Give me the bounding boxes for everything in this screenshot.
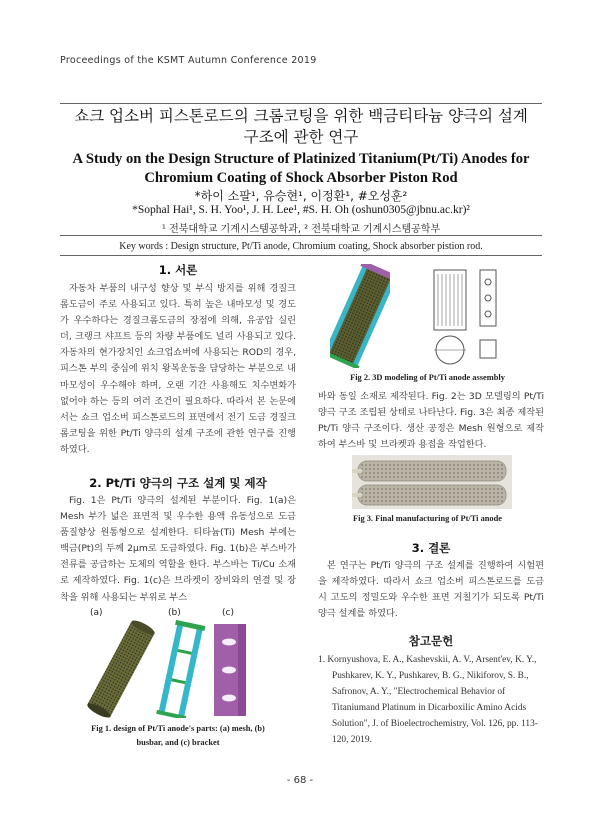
figure-1 [60,608,296,720]
busbar-drawing [156,620,206,718]
keywords-rule [60,255,542,256]
section-1-body: 자동차 부품의 내구성 향상 및 부식 방지를 위해 경질크롬도금이 주로 사용되고 있다. 특히 높은 내마모성 및 경도가 우수하다는 경질크롬도금의 장점에 의해, 유공압 실린더, 크랭크 샤프트 등의 차량 부품에도 널리 사용되고 있다. 자동차의 현가장치인 쇼크업쇼버에 사용되는 ROD의 경우, 피스톤 부의 중심에 위치 왕복운동을 담당하는 부분으로 내마모성이 우수해야 하며, 오랜 기간 사용해도 치수변화가 없어야 하는 등의 여러 조건이 필요하다. 따라서 본 논문에서는 쇼크 업소버 피스톤로드의 표면에서 전기 도금 경질크롬코팅을 위한 Pt/Ti 양극의 설계 구조에 관한 연구를 진행하였다. [60,283,296,455]
assembly-3d-drawing [330,264,390,368]
figure-3-photo [352,455,512,509]
proceedings-header: Proceedings of the KSMT Autumn Conference 2019 [60,55,317,66]
korean-authors: *하이 소팔¹, 유승현¹, 이정환¹, #오성훈² [194,189,408,203]
section-3-body: 본 연구는 Pt/Ti 양극의 구조 설계를 진행하여 시험편을 제작하였다. 따라서 쇼크 업소버 피스톤로드를 도금 시 고도의 정밀도와 우수한 표면 거칠기가 되도록 Pt/Ti 양극 설계를 하였다. [318,560,544,620]
section-3-title: 3. 결론 [411,541,451,555]
mesh-cylinder-drawing [86,620,156,718]
title-top-rule [60,103,542,104]
fig1-label-a: (a) [90,608,103,618]
section-2-title: 2. Pt/Ti 양극의 구조 설계 및 제작 [89,476,267,490]
section-2-body: Fig. 1은 Pt/Ti 양극의 설계된 부분이다. Fig. 1(a)은 Mesh 부가 넓은 표면적 및 우수한 용액 유동성으로 도금 품질향상 원통형으로 설계한다. 티타늄(Ti) Mesh 부에는 백금(Pt)의 두께 2μm로 도금하였다. Fig. 1(b)은 부스바가 전류를 공급하는 도체의 역할을 한다. 부스바는 Ti/Cu 소재로 제작하였다. Fig. 1(c)은 브라켓이 장비와의 연결 및 장착을 위해 사용되는 부위로 부스 [60,495,296,603]
fig1-label-c: (c) [222,608,234,618]
assembly-technical-drawing [430,264,530,368]
korean-title-line1: 쇼크 업소버 피스톤로드의 크롬코팅을 위한 백금티타늄 양극의 설계 [74,107,528,125]
english-title-line2: Chromium Coating of Shock Absorber Piston Rod [144,170,458,186]
affiliation: ¹ 전북대학교 기계시스템공학과, ² 전북대학교 기계시스템공학부 [161,224,441,235]
english-title-line1: A Study on the Design Structure of Platinized Titanium(Pt/Ti) Anodes for [72,151,530,167]
section-2-body-continued: 바와 동일 소재로 제작된다. Fig. 2는 3D 모델링의 Pt/Ti 양극 구조 조립된 상태로 나타난다. Fig. 3은 최종 제작된 Pt/Ti 양극 구조이다. 생산 공정은 Mesh 원형으로 제작하여 부스바 및 브라켓과 용접을 작업한다. [318,391,544,451]
korean-title-line2: 구조에 관한 연구 [243,128,359,146]
bracket-drawing [210,622,250,718]
page-number: - 68 - [286,775,314,786]
reference-1: 1. Kornyushova, E. A., Kashevskii, A. V., Arsent'ev, K. Y., Pushkarev, K. Y., Pushkarev, B. G., Nikiforov, S. B., Safronov, A. Y., "Electrochemical Behavior of Titaniumand Platinum in Dicarboxilic Amino Acids Solution", J. of Bioelectrochemistry, Vol. 126, pp. 113-120, 2019. [318,655,538,746]
references-title: 참고문헌 [408,634,454,648]
section-1-title: 1. 서론 [158,263,198,277]
english-authors: *Sophal Hai¹, S. H. Yoo¹, J. H. Lee¹, #S. H. Oh (oshun0305@jbnu.ac.kr)² [132,204,470,216]
figure-2 [320,262,535,368]
affiliation-rule [60,235,542,236]
figure-1-caption-line2: busbar, and (c) bracket [136,738,220,747]
keywords: Key words : Design structure, Pt/Ti anode, Chromium coating, Shock absorber pistion rod. [119,241,483,252]
fig1-label-b: (b) [168,608,181,618]
figure-1-caption-line1: Fig 1. design of Pt/Ti anode's parts: (a) mesh, (b) [91,724,265,733]
manufactured-anode-photo [352,455,512,509]
figure-3-caption: Fig 3. Final manufacturing of Pt/Ti anode [353,514,502,523]
figure-2-caption: Fig 2. 3D modeling of Pt/Ti anode assembly [350,373,505,382]
